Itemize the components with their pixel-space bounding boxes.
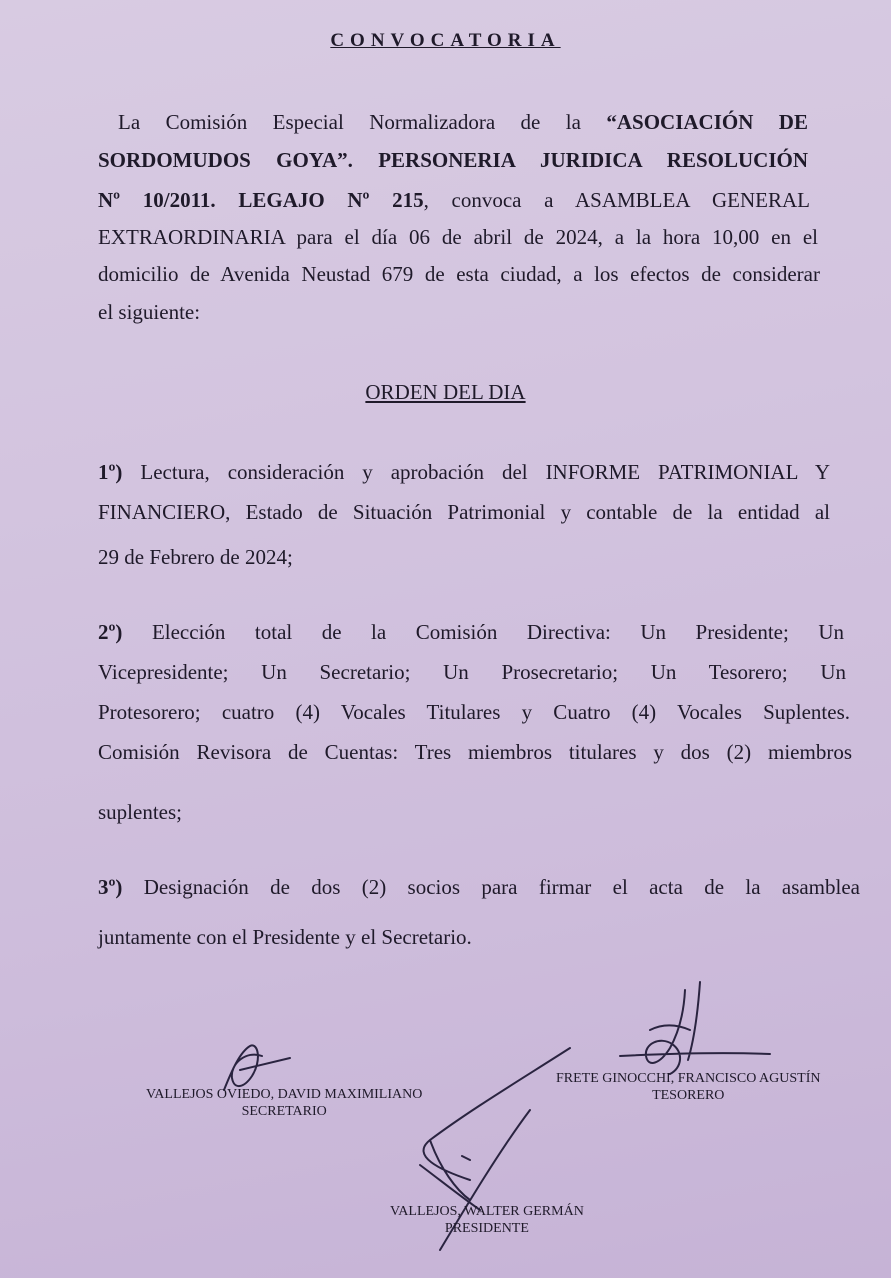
presidente-role: PRESIDENTE (444, 1221, 529, 1236)
orden-del-dia-heading: ORDEN DEL DIA (365, 380, 526, 404)
item-2-line-2: Vicepresidente; Un Secretario; Un Prosecretario; Un Tesorero; Un (98, 660, 846, 684)
secretario-name: VALLEJOS OVIEDO, DAVID MAXIMILIANO (146, 1087, 423, 1102)
intro-line-2: SORDOMUDOS GOYA”. PERSONERIA JURIDICA RESOLUCIÓN (98, 148, 808, 172)
item-2-text: Elección total de la Comisión Directiva: Un Presidente; Un (122, 620, 844, 644)
item-1-line-3: 29 de Febrero de 2024; (98, 545, 293, 569)
item-2-line-3: Protesorero; cuatro (4) Vocales Titulares y Cuatro (4) Vocales Suplentes. (98, 700, 850, 724)
signature-block-secretario (146, 1086, 422, 1120)
item-1-text: Lectura, consideración y aprobación del INFORME PATRIMONIAL Y (122, 460, 830, 484)
document-title: CONVOCATORIA (330, 30, 561, 51)
intro-line-3a: Nº 10/2011. LEGAJO Nº 215 (98, 188, 424, 212)
tesorero-role: TESORERO (652, 1088, 725, 1103)
intro-line-3 (98, 188, 810, 213)
item-3-number: 3º) (98, 875, 123, 899)
intro-line-6: el siguiente: (98, 300, 201, 324)
item-1-line-1 (98, 460, 830, 485)
signature-block-tesorero (556, 1070, 820, 1104)
item-2-line-5: suplentes; (98, 800, 182, 824)
signature-tesorero (620, 982, 770, 1074)
item-2-number: 2º) (98, 620, 123, 644)
intro-line-1 (118, 110, 808, 135)
item-3-text: Designación de dos (2) socios para firmar el acta de la asamblea (122, 875, 860, 899)
item-2-line-1 (98, 620, 844, 645)
intro-line-5: domicilio de Avenida Neustad 679 de esta ciudad, a los efectos de considerar (98, 262, 820, 286)
tesorero-name: FRETE GINOCCHI, FRANCISCO AGUSTÍN (556, 1071, 821, 1086)
item-3-line-1 (98, 875, 860, 900)
item-1-number: 1º) (98, 460, 123, 484)
intro-line-3b: , convoca a ASAMBLEA GENERAL (423, 188, 810, 212)
signature-secretario (224, 1045, 290, 1090)
item-1-line-2: FINANCIERO, Estado de Situación Patrimonial y contable de la entidad al (98, 500, 830, 524)
secretario-role: SECRETARIO (241, 1104, 327, 1119)
intro-line-4: EXTRAORDINARIA para el día 06 de abril de 2024, a la hora 10,00 en el (98, 225, 818, 249)
intro-line-1b: “ASOCIACIÓN DE (606, 110, 808, 134)
item-2-line-4: Comisión Revisora de Cuentas: Tres miembros titulares y dos (2) miembros (98, 740, 852, 764)
signature-block-presidente (390, 1203, 584, 1237)
presidente-name: VALLEJOS, WALTER GERMÁN (390, 1204, 584, 1219)
intro-line-1a: La Comisión Especial Normalizadora de la (118, 110, 607, 134)
item-3-line-2: juntamente con el Presidente y el Secretario. (98, 925, 472, 949)
